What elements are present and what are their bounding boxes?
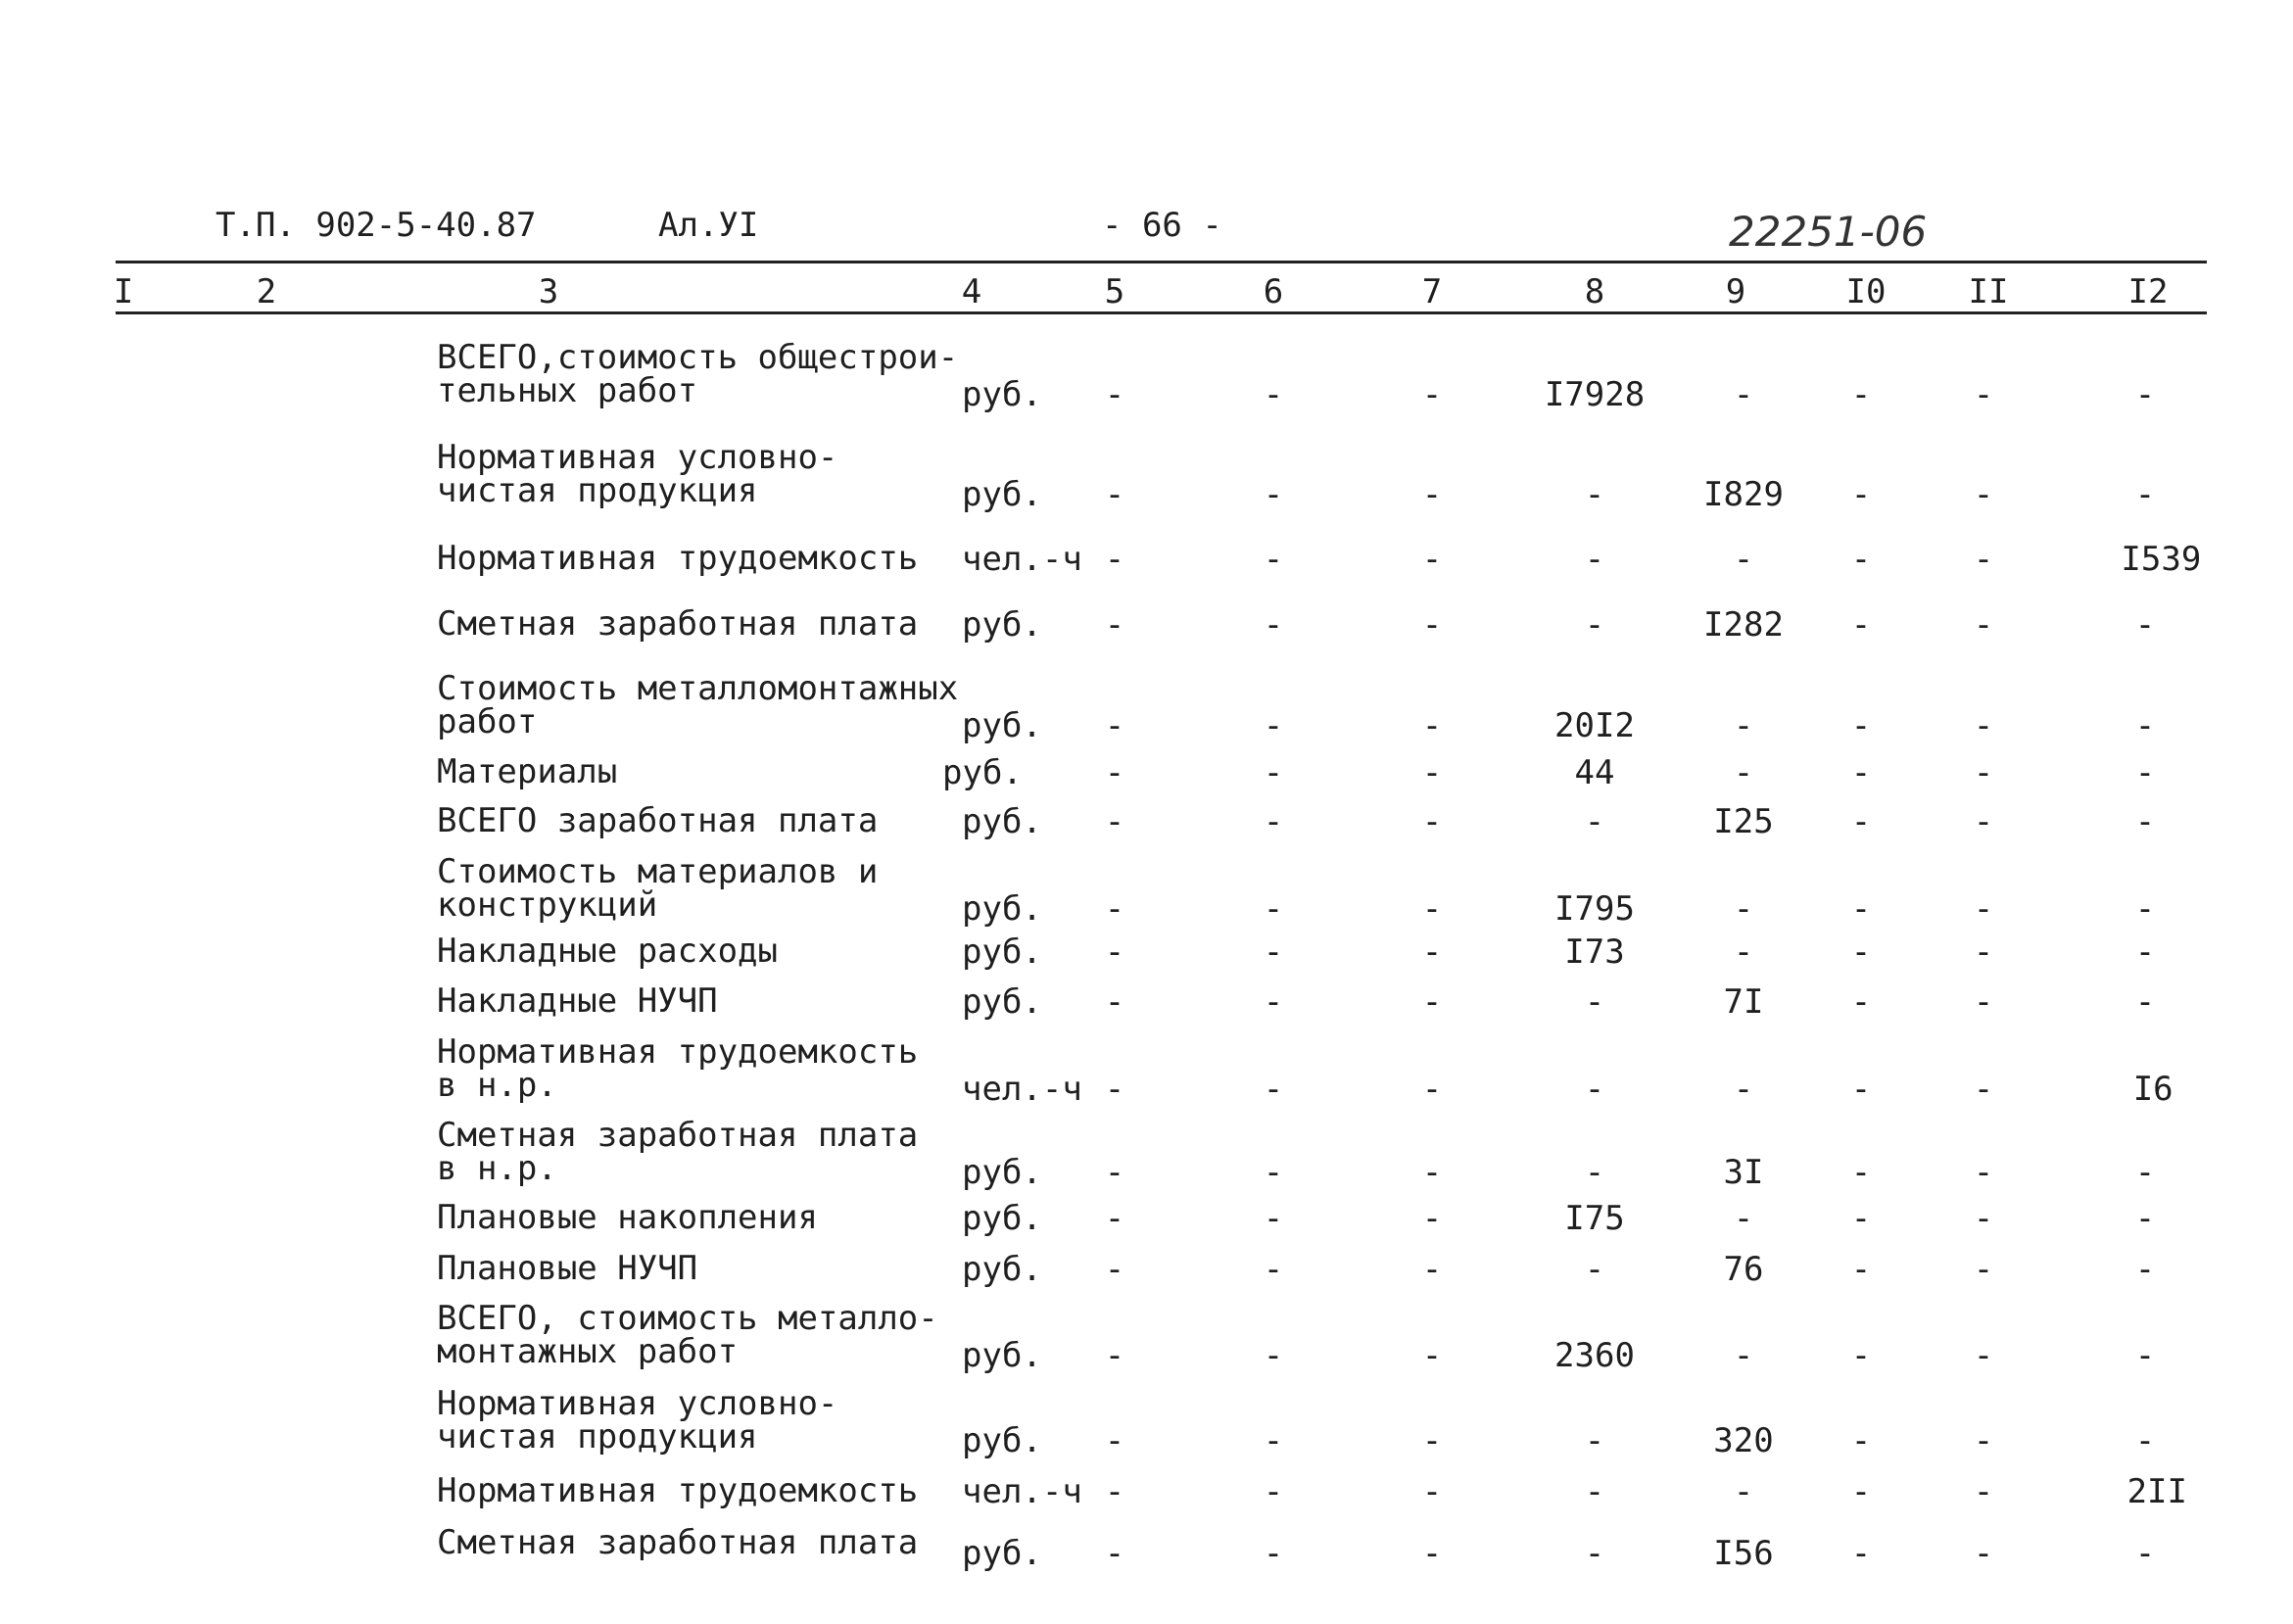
cell-col-7: - [1421,1534,1443,1573]
cell-col-11: - [1973,889,1994,929]
cell-col-5: - [1104,1336,1125,1375]
row-unit: руб. [962,932,1042,972]
cell-col-12: - [2134,932,2156,972]
cell-col-6: - [1263,753,1284,792]
row-unit: руб. [962,706,1042,745]
cell-col-7: - [1421,706,1443,745]
cell-col-9: - [1733,1070,1754,1109]
cell-col-8: I795 [1554,889,1635,929]
cell-col-7: - [1421,1199,1443,1238]
cell-col-6: - [1263,1199,1284,1238]
cell-col-7: - [1421,540,1443,579]
row-description: Накладные НУЧП [437,981,718,1021]
cell-col-10: - [1850,540,1872,579]
row-description: ВСЕГО,стоимость общестрои- тельных работ [437,338,959,410]
cell-col-12: - [2134,375,2156,414]
cell-col-7: - [1421,1421,1443,1460]
cell-col-7: - [1421,1250,1443,1289]
cell-col-5: - [1104,889,1125,929]
cell-col-9: - [1733,540,1754,579]
column-number: I0 [1845,272,1887,311]
row-description: Сметная заработная плата [437,1523,919,1562]
row-description: Сметная заработная плата [437,604,919,644]
column-number: 2 [256,272,277,311]
cell-col-10: - [1850,802,1872,841]
row-description: Нормативная трудоемкость [437,539,919,578]
cell-col-6: - [1263,932,1284,972]
cell-col-9: 76 [1723,1250,1764,1289]
cell-col-11: - [1973,982,1994,1022]
cell-col-11: - [1973,375,1994,414]
cell-col-7: - [1421,605,1443,645]
cell-col-9: - [1733,753,1754,792]
cell-col-5: - [1104,605,1125,645]
cell-col-6: - [1263,1472,1284,1511]
column-number: 9 [1725,272,1746,311]
row-description: Материалы [437,752,618,791]
cell-col-11: - [1973,475,1994,514]
cell-col-12: - [2134,605,2156,645]
row-description: Нормативная трудоемкость [437,1471,919,1510]
cell-col-8: 44 [1574,753,1615,792]
cell-col-6: - [1263,889,1284,929]
cell-col-8: I75 [1564,1199,1625,1238]
cell-col-5: - [1104,1534,1125,1573]
row-unit: руб. [962,1153,1042,1192]
cell-col-8: - [1584,982,1605,1022]
cell-col-11: - [1973,1070,1994,1109]
cell-col-8: - [1584,1534,1605,1573]
row-unit: руб. [962,1250,1042,1289]
cell-col-8: 20I2 [1554,706,1635,745]
cell-col-8: I7928 [1544,375,1646,414]
cell-col-11: - [1973,1472,1994,1511]
cell-col-6: - [1263,540,1284,579]
cell-col-7: - [1421,1472,1443,1511]
project-code: Т.П. 902-5-40.87 [215,206,537,245]
cell-col-12: - [2134,475,2156,514]
cell-col-10: - [1850,753,1872,792]
cell-col-6: - [1263,605,1284,645]
cell-col-12: - [2134,1199,2156,1238]
cell-col-9: - [1733,375,1754,414]
cell-col-6: - [1263,1534,1284,1573]
cell-col-11: - [1973,802,1994,841]
cell-col-11: - [1973,753,1994,792]
cell-col-5: - [1104,1153,1125,1192]
cell-col-12: - [2134,1250,2156,1289]
cell-col-8: 2360 [1554,1336,1635,1375]
cell-col-10: - [1850,1472,1872,1511]
cell-col-10: - [1850,1070,1872,1109]
cell-col-9: - [1733,932,1754,972]
cell-col-10: - [1850,889,1872,929]
cell-col-10: - [1850,1250,1872,1289]
cell-col-8: - [1584,802,1605,841]
column-number: 8 [1584,272,1605,311]
cell-col-7: - [1421,1153,1443,1192]
row-unit: руб. [962,605,1042,645]
row-unit: руб. [962,982,1042,1022]
cell-col-6: - [1263,802,1284,841]
cell-col-10: - [1850,1199,1872,1238]
row-unit: чел.-ч [962,1070,1082,1109]
cell-col-6: - [1263,1336,1284,1375]
row-unit: чел.-ч [962,540,1082,579]
cell-col-9: I25 [1713,802,1774,841]
cell-col-12: - [2134,982,2156,1022]
cell-col-7: - [1421,375,1443,414]
cell-col-10: - [1850,1534,1872,1573]
cell-col-10: - [1850,1421,1872,1460]
column-number: I2 [2127,272,2169,311]
cell-col-11: - [1973,1199,1994,1238]
cell-col-12: - [2134,1534,2156,1573]
cell-col-12: - [2134,753,2156,792]
row-description: Нормативная трудоемкость в н.р. [437,1032,919,1105]
cell-col-11: - [1973,1534,1994,1573]
cell-col-6: - [1263,1250,1284,1289]
cell-col-12: - [2134,802,2156,841]
cell-col-5: - [1104,982,1125,1022]
column-number: 5 [1104,272,1125,311]
cell-col-8: - [1584,1472,1605,1511]
cell-col-11: - [1973,1336,1994,1375]
cell-col-11: - [1973,605,1994,645]
cell-col-5: - [1104,932,1125,972]
cell-col-5: - [1104,802,1125,841]
row-description: Стоимость металломонтажных работ [437,669,959,741]
cell-col-5: - [1104,1472,1125,1511]
cell-col-10: - [1850,375,1872,414]
cell-col-10: - [1850,706,1872,745]
cell-col-7: - [1421,1070,1443,1109]
cell-col-6: - [1263,982,1284,1022]
row-description: Стоимость материалов и конструкций [437,852,879,925]
cell-col-7: - [1421,1336,1443,1375]
row-description: ВСЕГО заработная плата [437,801,879,840]
cell-col-10: - [1850,1336,1872,1375]
column-number: 6 [1263,272,1284,311]
cell-col-5: - [1104,540,1125,579]
row-unit: руб. [962,1421,1042,1460]
cell-col-12: - [2134,1336,2156,1375]
cell-col-9: - [1733,706,1754,745]
cell-col-11: - [1973,1250,1994,1289]
cell-col-7: - [1421,932,1443,972]
row-unit: руб. [962,1199,1042,1238]
cell-col-8: - [1584,1421,1605,1460]
cell-col-12: I6 [2132,1070,2174,1109]
row-description: Сметная заработная плата в н.р. [437,1116,919,1188]
cell-col-5: - [1104,1250,1125,1289]
cell-col-10: - [1850,475,1872,514]
cell-col-6: - [1263,1153,1284,1192]
cell-col-12: - [2134,706,2156,745]
column-number: 3 [538,272,559,311]
album-number: Ал.УI [658,206,759,245]
cell-col-11: - [1973,1153,1994,1192]
cell-col-9: I829 [1703,475,1784,514]
cell-col-9: - [1733,1336,1754,1375]
row-description: Нормативная условно- чистая продукция [437,438,838,510]
cell-col-5: - [1104,1070,1125,1109]
cell-col-11: - [1973,1421,1994,1460]
cell-col-11: - [1973,706,1994,745]
cell-col-6: - [1263,1070,1284,1109]
column-number: I [113,272,134,311]
row-unit: руб. [962,1336,1042,1375]
row-unit: руб. [962,889,1042,929]
cell-col-7: - [1421,982,1443,1022]
cell-col-8: - [1584,605,1605,645]
cell-col-8: - [1584,1070,1605,1109]
row-description: Плановые НУЧП [437,1249,698,1288]
row-unit: чел.-ч [962,1472,1082,1511]
cell-col-9: - [1733,1472,1754,1511]
document-number: 22251-06 [1729,208,1928,256]
row-description: Накладные расходы [437,931,778,971]
cell-col-8: - [1584,475,1605,514]
cell-col-12: - [2134,1153,2156,1192]
row-unit: руб. [962,1534,1042,1573]
cell-col-6: - [1263,1421,1284,1460]
cell-col-8: I73 [1564,932,1625,972]
cell-col-8: - [1584,1153,1605,1192]
row-unit: руб. [942,753,1023,792]
cell-col-5: - [1104,1199,1125,1238]
cell-col-11: - [1973,932,1994,972]
cell-col-12: - [2134,1421,2156,1460]
column-number: II [1968,272,2009,311]
cell-col-12: 2II [2126,1472,2187,1511]
cell-col-5: - [1104,375,1125,414]
cell-col-10: - [1850,605,1872,645]
row-unit: руб. [962,375,1042,414]
cell-col-9: - [1733,1199,1754,1238]
cell-col-8: - [1584,540,1605,579]
header-bottom-rule [116,311,2207,314]
cell-col-10: - [1850,982,1872,1022]
cell-col-11: - [1973,540,1994,579]
row-description: Плановые накопления [437,1198,818,1237]
cell-col-7: - [1421,753,1443,792]
cell-col-7: - [1421,475,1443,514]
cell-col-5: - [1104,1421,1125,1460]
row-description: ВСЕГО, стоимость металло- монтажных работ [437,1299,938,1371]
row-unit: руб. [962,475,1042,514]
row-unit: руб. [962,802,1042,841]
cell-col-7: - [1421,802,1443,841]
cell-col-5: - [1104,753,1125,792]
cell-col-8: - [1584,1250,1605,1289]
cell-col-10: - [1850,1153,1872,1192]
cell-col-6: - [1263,375,1284,414]
cell-col-9: 320 [1713,1421,1774,1460]
cell-col-9: I56 [1713,1534,1774,1573]
cell-col-9: 7I [1723,982,1764,1022]
cell-col-10: - [1850,932,1872,972]
cell-col-6: - [1263,706,1284,745]
column-number: 4 [961,272,982,311]
cell-col-5: - [1104,475,1125,514]
column-number: 7 [1421,272,1443,311]
row-description: Нормативная условно- чистая продукция [437,1384,838,1457]
cell-col-9: - [1733,889,1754,929]
header-top-rule [116,261,2207,263]
cell-col-7: - [1421,889,1443,929]
cell-col-6: - [1263,475,1284,514]
cell-col-12: I539 [2121,540,2202,579]
page-number: - 66 - [1102,206,1222,245]
cell-col-9: I282 [1703,605,1784,645]
cell-col-12: - [2134,889,2156,929]
cell-col-9: 3I [1723,1153,1764,1192]
cell-col-5: - [1104,706,1125,745]
